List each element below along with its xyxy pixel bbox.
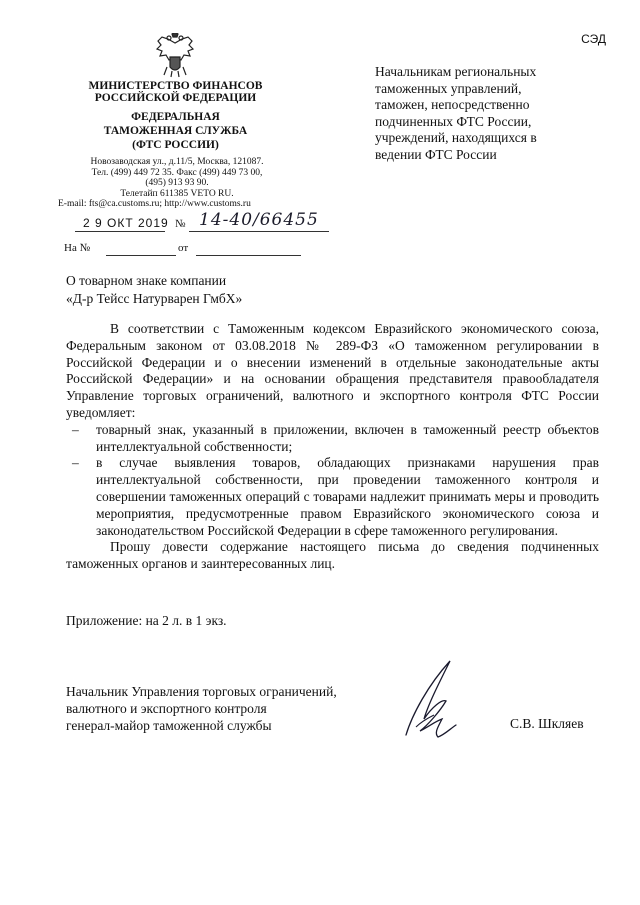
list-item xyxy=(66,455,599,539)
recipient-line: ведении ФТС России xyxy=(375,146,497,162)
list-item-text: в случае выявления товаров, обладающих признаками нарушения прав интеллектуальной собственности, при проведении таможенного контроля и совершении таможенных операций с товарами надлежит принимать меры и проводить мероприятия, предусмотренные правом Евразийского экономического союза и законодательством Российской Федерации в сфере таможенного регулирования. xyxy=(96,455,599,538)
ref-date-label: от xyxy=(178,242,189,254)
service-line: ТАМОЖЕННАЯ СЛУЖБА xyxy=(103,125,248,137)
number-underline xyxy=(189,231,329,232)
attachment-note: Приложение: на 2 л. в 1 экз. xyxy=(66,613,227,628)
signatory-name: С.В. Шкляев xyxy=(510,716,584,731)
registration-row xyxy=(75,210,345,236)
letter-subject xyxy=(66,272,386,308)
ministry-line: МИНИСТЕРСТВО ФИНАНСОВ xyxy=(88,80,263,92)
address: Новозаводская ул., д.11/5, Москва, 121087. xyxy=(90,157,264,167)
ministry-name xyxy=(68,80,283,104)
list-item-text: товарный знак, указанный в приложении, включен в таможенный реестр объектов интеллектуальной собственности; xyxy=(96,421,599,454)
ref-date-line xyxy=(196,255,301,256)
body-intro: В соответствии с Таможенным кодексом Евразийского экономического союза, Федеральным законом от 03.08.2018 № 289-ФЗ «О таможенном регулировании в Российской Федерации и о внесении изменений в отдельные законодательные акты Российской Федерации» и на основании обращения представителя правообладателя Управление торговых ограничений, валютного и экспортного контроля ФТС России уведомляет: xyxy=(66,321,599,420)
recipient-line: учреждений, находящихся в xyxy=(375,130,537,145)
service-name xyxy=(68,110,283,152)
phone-extra: (495) 913 93 90. xyxy=(145,178,209,188)
letter-body xyxy=(66,321,599,573)
subject-line: О товарном знаке компании xyxy=(66,273,227,288)
body-list xyxy=(66,422,599,540)
coat-of-arms-emblem xyxy=(152,33,198,79)
ministry-line: РОССИЙСКОЙ ФЕДЕРАЦИИ xyxy=(94,92,257,104)
body-closing: Прошу довести содержание настоящего письма до сведения подчиненных таможенных органов и заинтересованных лиц. xyxy=(66,539,599,572)
service-line: ФЕДЕРАЛЬНАЯ xyxy=(131,111,220,123)
service-line: (ФТС РОССИИ) xyxy=(132,139,219,151)
handwritten-signature xyxy=(398,655,470,745)
document-marker: СЭД xyxy=(581,32,606,46)
recipient-line: таможен, непосредственно xyxy=(375,97,530,112)
recipient-line: таможенных управлений, xyxy=(375,80,522,96)
ref-number-line xyxy=(106,255,176,256)
email: E-mail: fts@ca.customs.ru; http://www.customs.ru xyxy=(58,199,251,209)
reference-row xyxy=(64,242,309,260)
registration-date: 2 9 ОКТ 2019 xyxy=(83,216,169,230)
registration-number: 14-40/66455 xyxy=(199,210,319,230)
contact-block xyxy=(58,157,292,210)
dash-marker: – xyxy=(72,421,79,437)
recipient-line: подчиненных ФТС России, xyxy=(375,113,532,129)
position-line: генерал-майор таможенной службы xyxy=(66,718,272,733)
recipient-block xyxy=(375,64,595,163)
signatory-position xyxy=(66,683,396,734)
date-underline xyxy=(75,231,165,232)
position-line: валютного и экспортного контроля xyxy=(66,701,267,716)
phone: Тел. (499) 449 72 35. Факс (499) 449 73 00, xyxy=(91,167,263,178)
list-item xyxy=(66,422,599,456)
subject-line: «Д-р Тейсс Натурварен ГмбХ» xyxy=(66,291,243,306)
telex: Телетайп 611385 VETO RU. xyxy=(120,188,234,199)
position-line: Начальник Управления торговых ограничений, xyxy=(66,684,337,699)
number-label: № xyxy=(175,218,186,230)
ref-number-label: На № xyxy=(64,242,91,254)
recipient-line: Начальникам региональных xyxy=(375,64,537,79)
dash-marker: – xyxy=(72,455,79,471)
